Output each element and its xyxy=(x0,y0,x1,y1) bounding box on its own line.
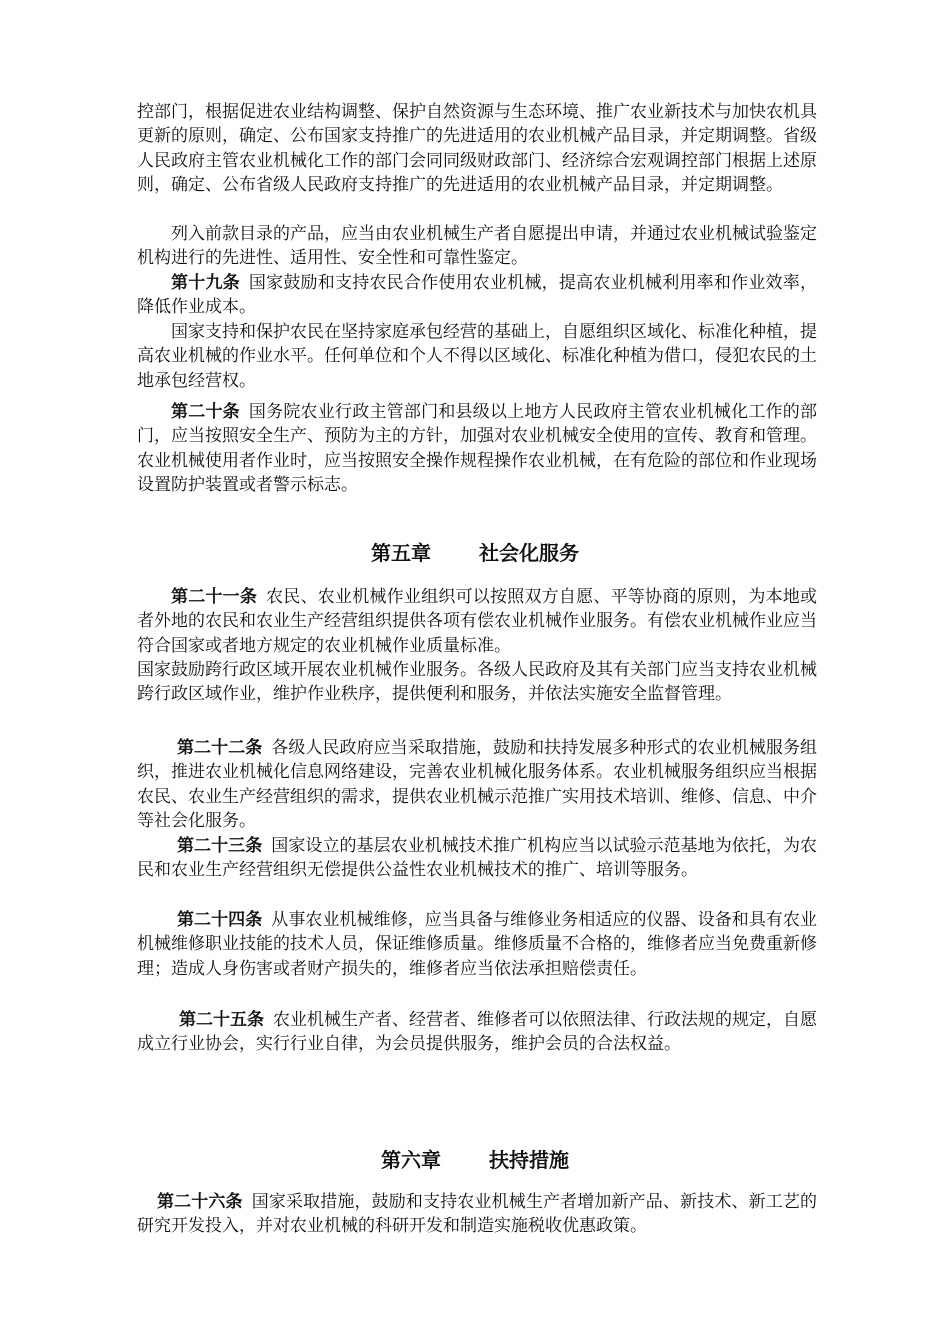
article-24-label: 第二十四条 xyxy=(177,910,263,930)
article-22 xyxy=(137,736,817,833)
article-23 xyxy=(137,834,817,883)
article-20 xyxy=(137,400,817,497)
article-24 xyxy=(137,908,817,981)
article-25-label: 第二十五条 xyxy=(179,1010,264,1030)
article-26-text: 国家采取措施，鼓励和支持农业机械生产者增加新产品、新技术、新工艺的研究开发投入，并对农业机械的科研开发和制造实施税收优惠政策。 xyxy=(137,1192,818,1237)
article-19-text: 国家鼓励和支持农民合作使用农业机械，提高农业机械利用率和作业效率，降低作业成本。 xyxy=(137,273,818,318)
paragraph-continuation: 控部门，根据促进农业结构调整、保护自然资源与生态环境、推广农业新技术与加快农机具更新的原则，确定、公布国家支持推广的先进适用的农业机械产品目录，并定期调整。省级人民政府主管农业机械化工作的部门会同同级财政部门、经济综合宏观调控部门根据上述原则，确定、公布省级人民政府支持推广的先进适用的农业机械产品目录，并定期调整。 xyxy=(137,102,817,195)
article-25-text: 农业机械生产者、经营者、维修者可以依照法律、行政法规的规定，自愿成立行业协会，实行行业自律，为会员提供服务，维护会员的合法权益。 xyxy=(137,1010,817,1055)
chapter-5-number: 第五章 xyxy=(371,541,431,565)
article-22-label: 第二十二条 xyxy=(177,738,263,758)
chapter-6-number: 第六章 xyxy=(381,1148,441,1172)
article-19-label: 第十九条 xyxy=(171,273,240,293)
chapter-6-heading xyxy=(0,1144,950,1173)
article-21 xyxy=(137,585,817,658)
article-24-text: 从事农业机械维修，应当具备与维修业务相适应的仪器、设备和具有农业机械维修职业技能的技术人员，保证维修质量。维修质量不合格的，维修者应当免费重新修理；造成人身伤害或者财产损失的，维修者应当依法承担赔偿责任。 xyxy=(137,910,818,979)
article-20-text: 国务院农业行政主管部门和县级以上地方人民政府主管农业机械化工作的部门，应当按照安全生产、预防为主的方针，加强对农业机械安全使用的宣传、教育和管理。 农业机械使用者作业时，应当按照安全操作规程操作农业机械，在有危险的部位和作业现场设置防护装置或者警示标志。 xyxy=(137,402,818,495)
article-21-label: 第二十一条 xyxy=(171,587,258,607)
article-19 xyxy=(137,271,817,320)
article-23-text: 国家设立的基层农业机械技术推广机构应当以试验示范基地为依托，为农民和农业生产经营组织无偿提供公益性农业机械技术的推广、培训等服务。 xyxy=(137,836,818,881)
article-21-paragraph-2: 国家鼓励跨行政区域开展农业机械作业服务。各级人民政府及其有关部门应当支持农业机械跨行政区域作业，维护作业秩序，提供便利和服务，并依法实施安全监督管理。 xyxy=(137,660,817,705)
paragraph-list-approval: 列入前款目录的产品，应当由农业机械生产者自愿提出申请，并通过农业机械试验鉴定机构进行的先进性、适用性、安全性和可靠性鉴定。 xyxy=(137,224,817,269)
article-26 xyxy=(137,1190,817,1239)
article-25 xyxy=(137,1008,817,1057)
article-20-label: 第二十条 xyxy=(171,402,240,422)
article-23-label: 第二十三条 xyxy=(177,836,263,856)
chapter-5-heading xyxy=(0,537,950,566)
paragraph-regional-planting: 国家支持和保护农民在坚持家庭承包经营的基础上，自愿组织区域化、标准化种植，提高农业机械的作业水平。任何单位和个人不得以区域化、标准化种植为借口，侵犯农民的土地承包经营权。 xyxy=(137,322,817,391)
chapter-5-title: 社会化服务 xyxy=(479,541,579,565)
article-26-label: 第二十六条 xyxy=(157,1192,243,1212)
article-22-text: 各级人民政府应当采取措施，鼓励和扶持发展多种形式的农业机械服务组织，推进农业机械化信息网络建设，完善农业机械化服务体系。农业机械服务组织应当根据农民、农业生产经营组织的需求，提供农业机械示范推广实用技术培训、维修、信息、中介等社会化服务。 xyxy=(137,738,818,831)
article-21-text: 农民、农业机械作业组织可以按照双方自愿、平等协商的原则，为本地或者外地的农民和农业生产经营组织提供各项有偿农业机械作业服务。有偿农业机械作业应当符合国家或者地方规定的农业机械作业质量标准。 xyxy=(137,587,818,656)
chapter-6-title: 扶持措施 xyxy=(489,1148,569,1172)
